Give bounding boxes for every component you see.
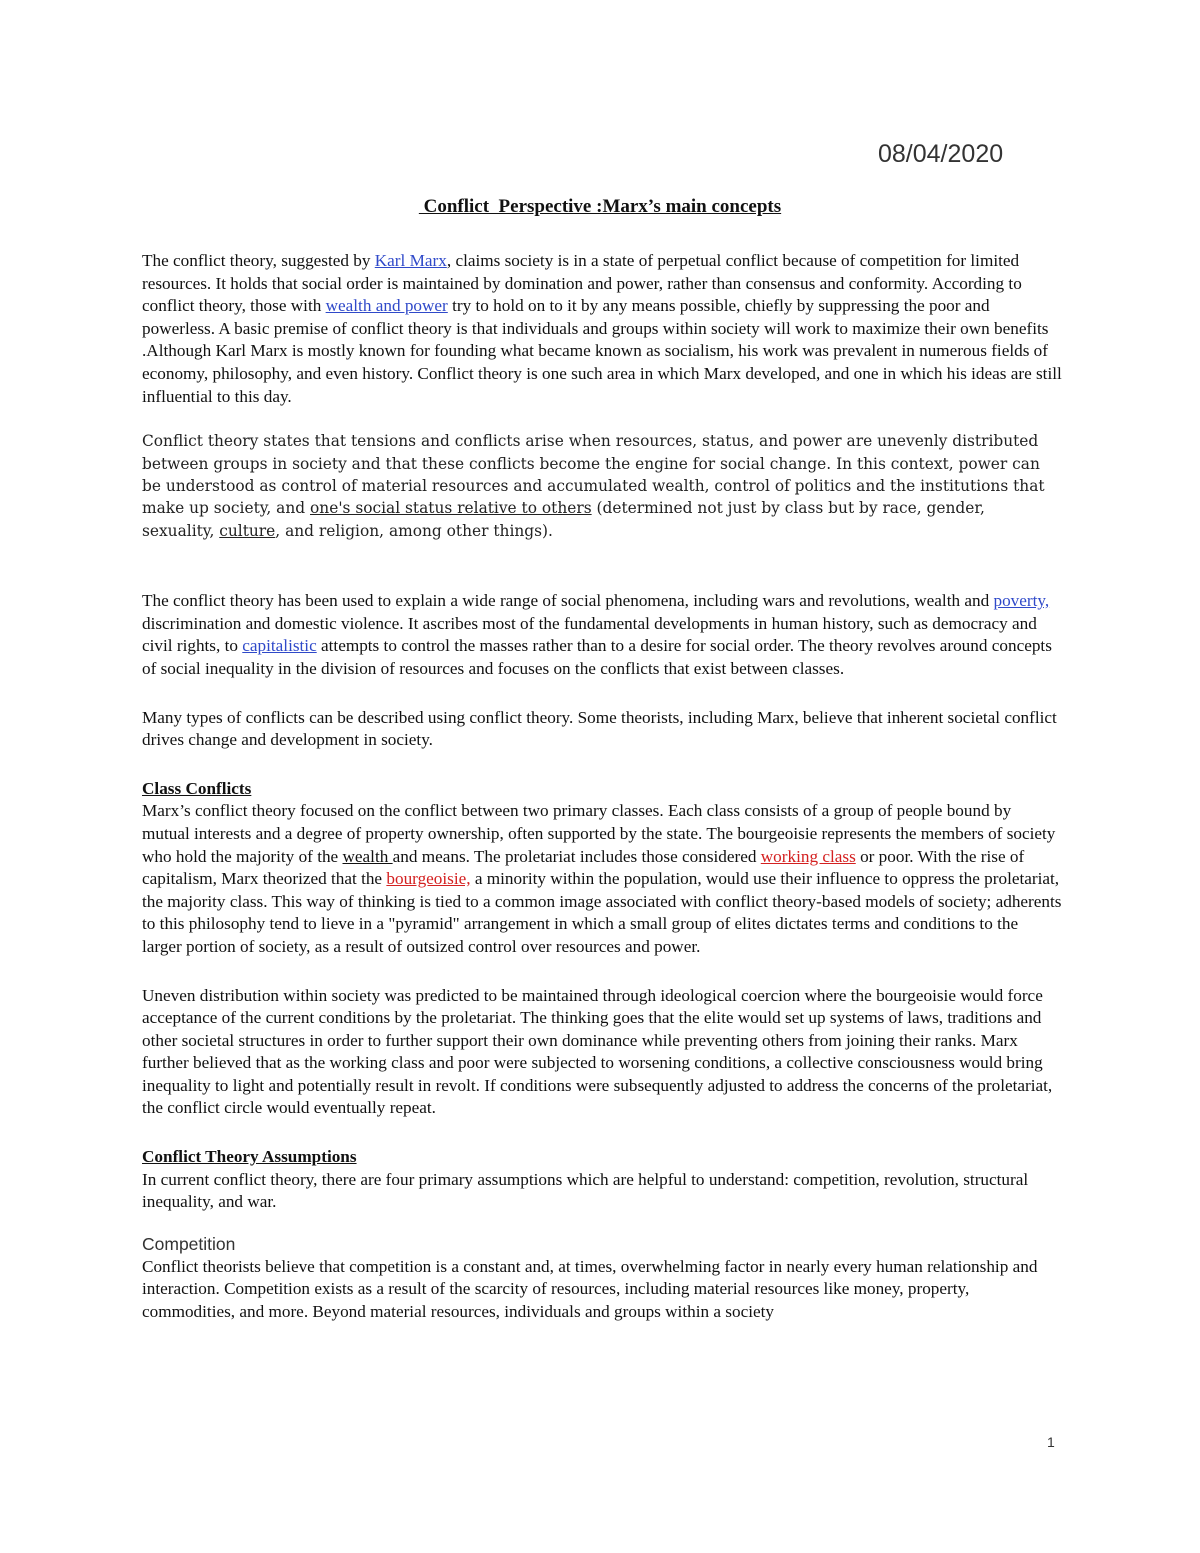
text-run: and means. The proletariat includes those considered	[392, 846, 761, 866]
paragraph-competition: Conflict theorists believe that competition is a constant and, at times, overwhelming factor in nearly every human relationship and interaction. Competition exists as a result of the scarcity of resources, including material resources like money, property, commodities, and more. Beyond material resources, individuals and groups within a society	[142, 1256, 1038, 1322]
text-run: discrimination and domestic violence. It ascribes most of the fundamental developments in human history, such as democracy and civil rights, to	[142, 613, 1037, 656]
wealth-and-power-link[interactable]: wealth and power	[325, 296, 448, 316]
working-class-link[interactable]: working class	[760, 846, 856, 866]
karl-marx-link[interactable]: Karl Marx	[374, 251, 447, 270]
text-run: try to hold on to it by any means possible, chiefly by suppressing the poor and powerless. A basic premise of conflict theory is that individuals and groups within society will work to maximize their own benefits .Although Karl Marx is mostly known for founding what became known as socialism, his work was prevalent in numerous fields of economy, philosophy, and even history. Conflict theory is one such area in which Marx developed, and one in which his ideas are still influential to this day.	[142, 296, 1062, 406]
text-run: , and religion, among other things).	[275, 521, 553, 540]
paragraph-uneven-distribution: Uneven distribution within society was predicted to be maintained through ideological coercion where the bourgeoisie would force acceptance of the current conditions by the proletariat. The thinking goes that the elite would set up systems of laws, traditions and other societal structures in order to further support their own dominance while preventing others from joining their ranks. Marx further believed that as the working class and poor were subjected to worsening conditions, a collective consciousness would bring inequality to light and potentially result in revolt. If conditions were subsequently adjusted to address the concerns of the proletariat, the conflict circle would eventually repeat.	[142, 985, 1053, 1118]
text-run: (determined not just by class but by race, gender, sexuality,	[142, 499, 985, 540]
paragraph-intro	[142, 250, 1062, 408]
capitalistic-link[interactable]: capitalistic	[242, 636, 317, 656]
text-run: Marx’s conflict theory focused on the conflict between two primary classes. Each class consists of a group of people bound by mutual interests and a degree of property ownership, often supported by the state. The bourgeoisie represents the members of society who hold the majority of the	[142, 801, 1056, 866]
document-title: Conflict Perspective :Marx’s main concepts	[418, 196, 782, 217]
text-run: attempts to control the masses rather than to a desire for social order. The theory revolves around concepts of social inequality in the division of resources and focuses on the conflicts that exist between classes.	[142, 636, 1052, 678]
text-run: a minority within the population, would use their influence to oppress the proletariat, the majority class. This way of thinking is tied to a common image associated with conflict theory-based models of society; adherents to this philosophy tend to lieve in a "pyramid" arrangement in which a small group of elites dictates terms and conditions to the larger portion of society, as a result of outsized control over resources and power.	[142, 869, 1062, 956]
culture-underlined: culture	[219, 521, 276, 540]
wealth-underlined: wealth	[342, 846, 393, 866]
paragraph-assumptions: In current conflict theory, there are four primary assumptions which are helpful to understand: competition, revolution, structural inequality, and war.	[142, 1169, 1029, 1212]
paragraph-types-of-conflicts: Many types of conflicts can be described using conflict theory. Some theorists, including Marx, believe that inherent societal conflict drives change and development in society.	[142, 707, 1057, 750]
page-number: 1	[1047, 1434, 1055, 1450]
heading-conflict-theory-assumptions: Conflict Theory Assumptions	[142, 1147, 357, 1167]
paragraph-class-conflicts	[142, 800, 1062, 958]
text-run: The conflict theory has been used to explain a wide range of social phenomena, including wars and revolutions, wealth and	[142, 591, 994, 611]
text-run: , claims society is in a state of perpetual conflict because of competition for limited resources. It holds that social order is maintained by domination and power, rather than consensus and conformity. According to conflict theory, those with	[142, 251, 1022, 316]
paragraph-tensions	[142, 430, 1062, 542]
bourgeoisie-link[interactable]: bourgeoisie,	[386, 869, 471, 889]
heading-class-conflicts: Class Conflicts	[142, 778, 252, 798]
text-run: The conflict theory, suggested by	[142, 251, 375, 270]
document-body	[142, 250, 1062, 1324]
text-run: Conflict theory states that tensions and conflicts arise when resources, status, and power are unevenly distributed between groups in society and that these conflicts become the engine for social change. In this context, power can be understood as control of material resources and accumulated wealth, control of politics and the institutions that make up society, and	[142, 432, 1045, 518]
heading-competition: Competition	[142, 1233, 236, 1254]
social-status-underlined: one's social status relative to others	[310, 499, 592, 518]
document-date: 08/04/2020	[878, 140, 1004, 168]
paragraph-phenomena	[142, 590, 1062, 680]
text-run: or poor. With the rise of capitalism, Marx theorized that the	[142, 846, 1025, 889]
poverty-link[interactable]: poverty,	[993, 591, 1050, 611]
